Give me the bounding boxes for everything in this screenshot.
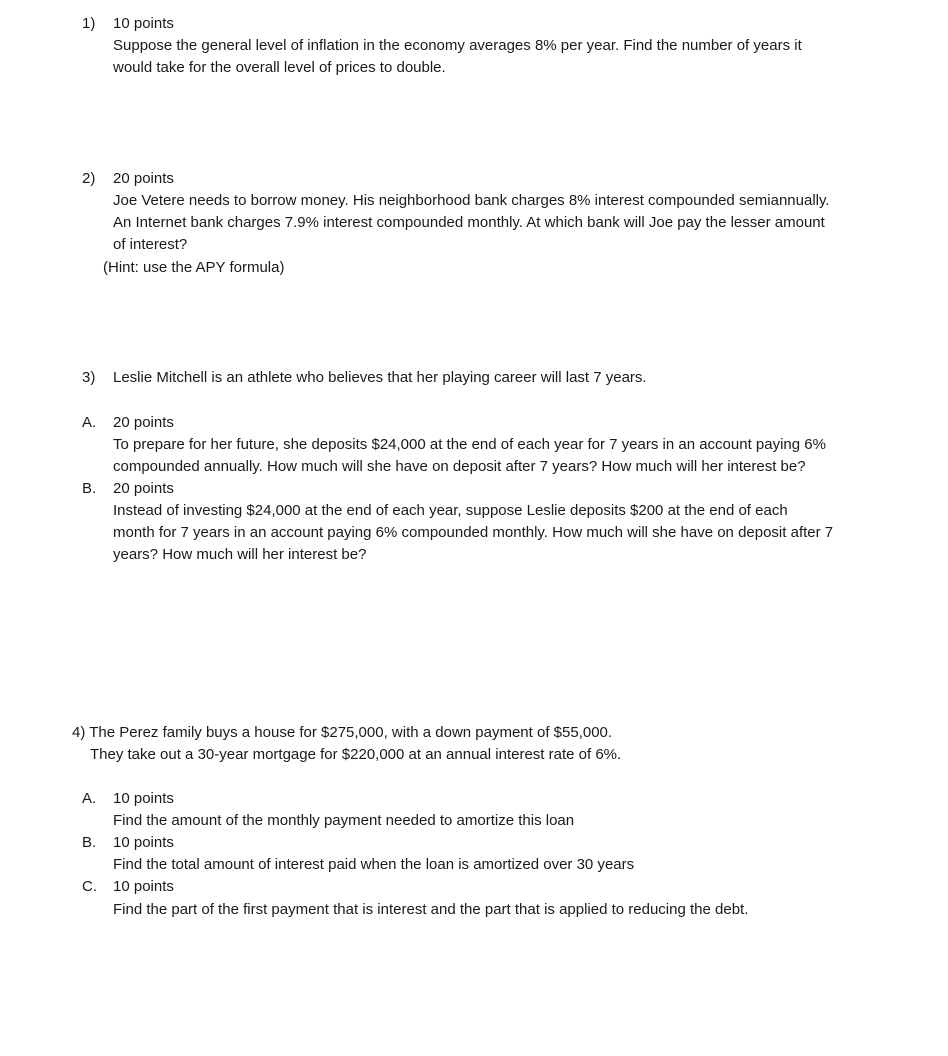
part-text-line: compounded annually. How much will she have on deposit after 7 years? How much will her interest be?	[113, 458, 806, 475]
part-letter: B.	[82, 834, 97, 851]
part-points: 20 points	[113, 414, 174, 431]
part-letter: B.	[82, 480, 97, 497]
hint-text: (Hint: use the APY formula)	[103, 259, 285, 276]
part-letter: A.	[82, 790, 97, 807]
question-text-line: would take for the overall level of prices to double.	[113, 59, 446, 76]
part-text-line: Instead of investing $24,000 at the end of each year, suppose Leslie deposits $200 at the end of each	[113, 502, 788, 519]
question-points: 10 points	[113, 15, 174, 32]
part-points: 10 points	[113, 790, 174, 807]
part-points: 10 points	[113, 834, 174, 851]
question-text-line: of interest?	[113, 236, 188, 253]
part-text-line: To prepare for her future, she deposits $24,000 at the end of each year for 7 years in an account paying 6%	[113, 436, 826, 453]
question-intro: Leslie Mitchell is an athlete who believes that her playing career will last 7 years.	[113, 369, 647, 386]
part-letter: C.	[82, 878, 97, 895]
question-number: 3)	[82, 369, 96, 386]
part-points: 10 points	[113, 878, 174, 895]
part-text-line: Find the part of the first payment that is interest and the part that is applied to reducing the debt.	[113, 901, 749, 918]
question-intro: They take out a 30-year mortgage for $220,000 at an annual interest rate of 6%.	[90, 746, 622, 763]
part-text-line: years? How much will her interest be?	[113, 546, 367, 563]
part-text-line: month for 7 years in an account paying 6% compounded monthly. How much will she have on deposit after 7	[113, 524, 834, 541]
question-number: 2)	[82, 170, 96, 187]
question-text-line: Suppose the general level of inflation in the economy averages 8% per year. Find the number of years it	[113, 37, 802, 54]
question-points: 20 points	[113, 170, 174, 187]
question-text-line: Joe Vetere needs to borrow money. His neighborhood bank charges 8% interest compounded semiannually.	[113, 192, 830, 209]
question-intro: 4) The Perez family buys a house for $275,000, with a down payment of $55,000.	[72, 724, 613, 741]
part-text-line: Find the total amount of interest paid when the loan is amortized over 30 years	[113, 856, 635, 873]
part-points: 20 points	[113, 480, 174, 497]
part-text-line: Find the amount of the monthly payment needed to amortize this loan	[113, 812, 575, 829]
part-letter: A.	[82, 414, 97, 431]
question-number: 1)	[82, 15, 96, 32]
question-text-line: An Internet bank charges 7.9% interest compounded monthly. At which bank will Joe pay the lesser amount	[113, 214, 825, 231]
